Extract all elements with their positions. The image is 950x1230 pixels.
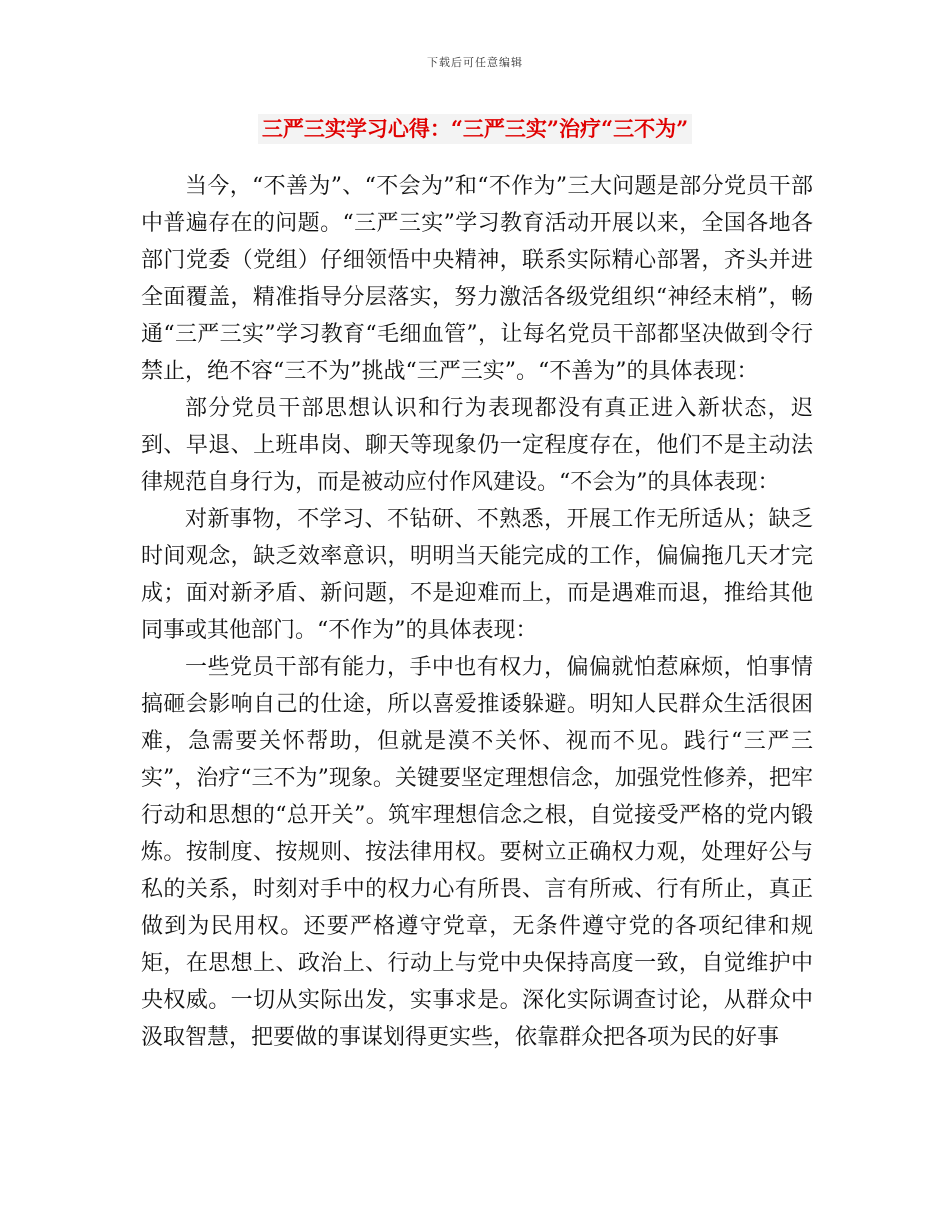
title-container xyxy=(0,114,950,144)
paragraph: 对新事物，不学习、不钻研、不熟悉，开展工作无所适从；缺乏时间观念，缺乏效率意识，明明当天能完成的工作，偏偏拖几天才完成；面对新矛盾、新问题，不是迎难而上，而是遇难而退，推给其他同事或其他部门。“不作为”的具体表现： xyxy=(141,507,813,643)
document-body xyxy=(141,168,813,1056)
header-note: 下载后可任意编辑 xyxy=(427,56,523,69)
paragraph: 当今，“不善为”、“不会为”和“不作为”三大问题是部分党员干部中普遍存在的问题。“三严三实”学习教育活动开展以来，全国各地各部门党委（党组）仔细领悟中央精神，联系实际精心部署，齐头并进全面覆盖，精准指导分层落实，努力激活各级党组织“神经末梢”，畅通“三严三实”学习教育“毛细血管”，让每名党员干部都坚决做到令行禁止，绝不容“三不为”挑战“三严三实”。“不善为”的具体表现： xyxy=(141,174,813,384)
paragraph: 部分党员干部思想认识和行为表现都没有真正进入新状态，迟到、早退、上班串岗、聊天等现象仍一定程度存在，他们不是主动法律规范自身行为，而是被动应付作风建设。“不会为”的具体表现： xyxy=(141,396,813,495)
document-title: 三严三实学习心得：“三严三实”治疗“三不为” xyxy=(258,114,692,144)
paragraph: 一些党员干部有能力，手中也有权力，偏偏就怕惹麻烦，怕事情搞砸会影响自己的仕途，所以喜爱推诿躲避。明知人民群众生活很困难，急需要关怀帮助，但就是漠不关怀、视而不见。践行“三严三实”，治疗“三不为”现象。关键要坚定理想信念，加强党性修养，把牢行动和思想的“总开关”。筑牢理想信念之根，自觉接受严格的党内锻炼。按制度、按规则、按法律用权。要树立正确权力观，处理好公与私的关系，时刻对手中的权力心有所畏、言有所戒、行有所止，真正做到为民用权。还要严格遵守党章，无条件遵守党的各项纪律和规矩，在思想上、政治上、行动上与党中央保持高度一致，自觉维护中央权威。一切从实际出发，实事求是。深化实际调查讨论，从群众中汲取智慧，把要做的事谋划得更实些，依靠群众把各项为民的好事 xyxy=(141,655,813,1050)
